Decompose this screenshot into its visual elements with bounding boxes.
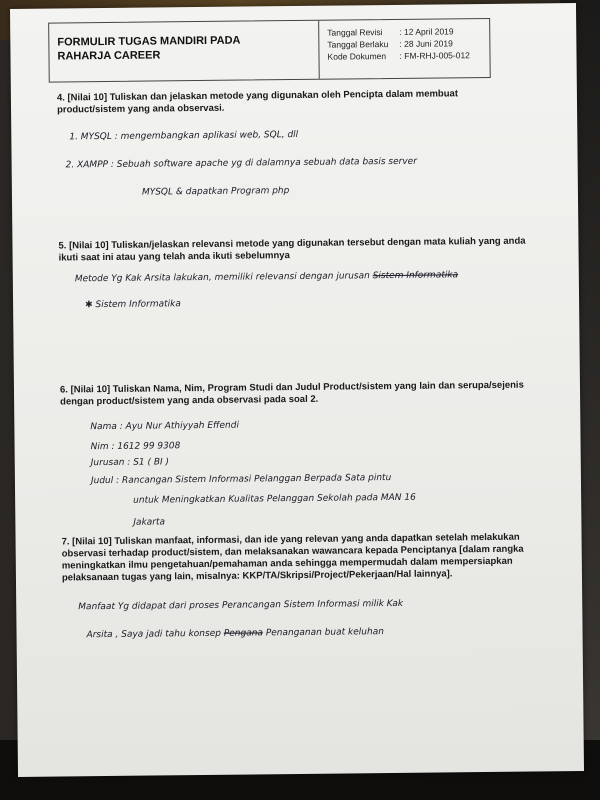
q4-answer-2a: 2. XAMPP : Sebuah software apache yg di dalamnya sebuah data basis server [65, 156, 417, 171]
q7-answer-2-struck: Pengana [223, 628, 263, 639]
paper-sheet [10, 3, 584, 777]
revisi-value: : 12 April 2019 [399, 26, 454, 37]
q6-nama: Nama : Ayu Nur Athiyyah Effendi [90, 420, 240, 433]
form-title [49, 21, 320, 82]
question-7: 7. [Nilai 10] Tuliskan manfaat, informasi, dan ide yang relevan yang anda dapatkan setelah melakukan observasi terhadap product/sistem, dan melaksanakan wawancara kepada Penciptanya [dalam rangka meningkatkan ilmu pengetahuan/pemahaman anda sehingga mempermudah dalam mempersiapkan pelaksanaan tugas yang lain, misalnya: KKP/TA/Skripsi/Project/Pekerjaan/Hal lainnya]. [61, 531, 524, 584]
question-4: 4. [Nilai 10] Tuliskan dan jelaskan metode yang digunakan oleh Pencipta dalam membuat product/sistem yang anda observasi. [56, 88, 459, 116]
asterisk-mark: ✱ [85, 300, 93, 311]
q7-answer-2a: Arsita , Saya jadi tahu konsep [86, 628, 221, 641]
q6-judul-2: untuk Meningkatkan Kualitas Pelanggan Sekolah pada MAN 16 [133, 492, 416, 506]
q5-answer-1: Metode Yg Kak Arsita lakukan, memiliki relevansi dengan jurusan [74, 271, 370, 285]
q5-answer-1-struck: Sistem Informatika [372, 270, 459, 282]
question-5: 5. [Nilai 10] Tuliskan/jelaskan relevansi metode yang digunakan tersebut dengan mata kuliah yang anda ikuti saat ini atau yang telah anda ikuti sebelumnya [58, 235, 526, 264]
q5-answer-line2 [85, 299, 181, 310]
question-6: 6. [Nilai 10] Tuliskan Nama, Nim, Program Studi dan Judul Product/sistem yang lain dan serupa/sejenis dengan product/sistem yang anda observasi pada soal 2. [59, 379, 524, 408]
form-title-line1: FORMULIR TUGAS MANDIRI PADA [57, 34, 241, 49]
q5-answer-line1 [75, 270, 458, 284]
form-title-line2: RAHARJA CAREER [57, 49, 161, 63]
form-header [48, 18, 491, 83]
kode-row [327, 49, 487, 63]
berlaku-label: Tanggal Berlaku [327, 39, 389, 50]
q5-answer-2: Sistem Informatika [95, 299, 181, 311]
q6-judul-1: Judul : Rancangan Sistem Informasi Pelanggan Berpada Sata pintu [90, 473, 392, 487]
q6-nim: Nim : 1612 99 9308 [90, 441, 181, 453]
form-meta [327, 25, 487, 63]
q4-answer-2b: MYSQL & dapatkan Program php [141, 186, 290, 198]
q7-answer-1: Manfaat Yg didapat dari proses Perancangan Sistem Informasi milik Kak [78, 598, 404, 613]
berlaku-value: : 28 Juni 2019 [399, 38, 453, 49]
kode-value: : FM-RHJ-005-012 [399, 50, 470, 61]
q7-answer-line2 [87, 627, 384, 640]
kode-label: Kode Dokumen [327, 51, 387, 62]
q6-judul-3: Jakarta [133, 517, 166, 528]
revisi-label: Tanggal Revisi [327, 27, 383, 38]
q7-answer-2b: Penanganan buat keluhan [265, 627, 384, 639]
q4-answer-1: 1. MYSQL : mengembangkan aplikasi web, SQL, dll [69, 129, 299, 143]
q6-jurusan: Jurusan : S1 ( BI ) [90, 457, 170, 469]
